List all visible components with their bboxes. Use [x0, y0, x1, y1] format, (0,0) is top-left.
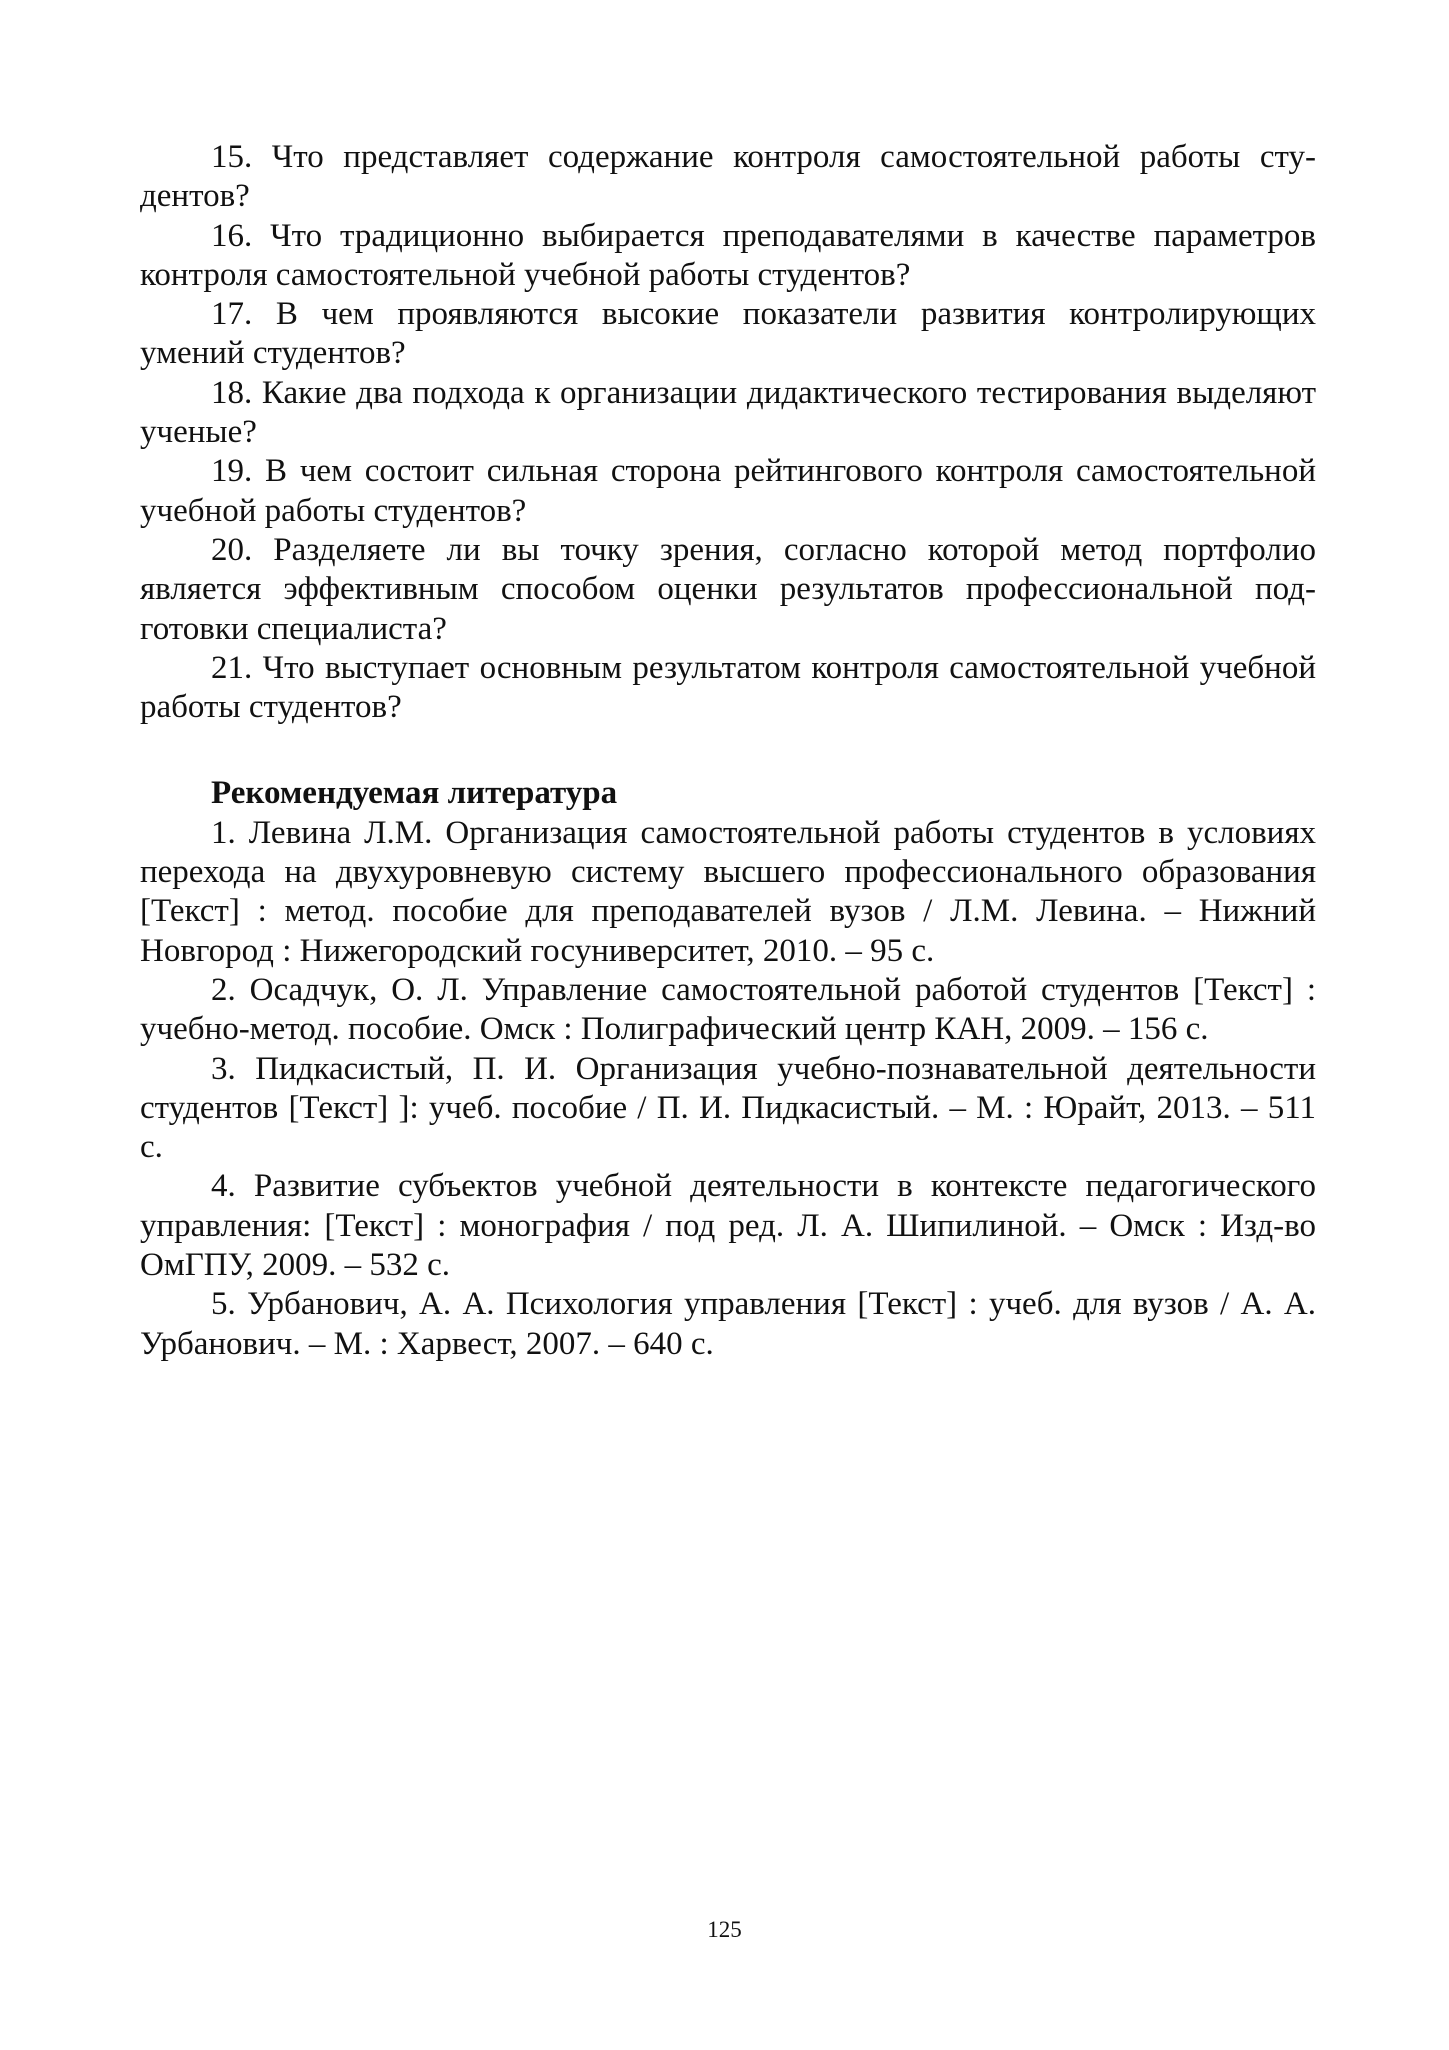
question-20: 20. Разделяете ли вы точку зрения, согласно которой метод портфолио является эффективным способом оценки результатов профессиональной подготовки специалиста? — [140, 531, 1316, 647]
page-content — [140, 138, 1316, 1364]
reference-item-5: 5. Урбанович, А. А. Психология управления [Текст] : учеб. для вузов / А. А. Урбанович. – М. : Харвест, 2007. – 640 с. — [140, 1286, 1316, 1362]
page-number: 125 — [707, 1917, 742, 1942]
question-17: 17. В чем проявляются высокие показатели развития контролирующих умений студентов? — [140, 296, 1316, 372]
question-15: 15. Что представляет содержание контроля самостоятельной работы студентов? — [140, 139, 1316, 215]
question-21: 21. Что выступает основным результатом контроля самостоятельной учебной работы студентов? — [140, 649, 1316, 726]
question-18: 18. Какие два подхода к организации дидактического тестирования выделяют ученые? — [140, 374, 1316, 451]
question-19: 19. В чем состоит сильная сторона рейтингового контроля самостоятельной учебной работы студентов? — [140, 453, 1316, 529]
review-questions — [140, 138, 1316, 727]
references-heading: Рекомендуемая литература — [211, 775, 618, 812]
reference-item-1: 1. Левина Л.М. Организация самостоятельной работы студентов в условиях перехода на двухуровневую систему высшего профессионального образования [Текст] : метод. пособие для преподавателей вузов / Л.М. Левина. – Нижний Новгород : Нижегородский госуниверситет, 2010. – 95 с. — [140, 814, 1316, 969]
reference-item-2: 2. Осадчук, О. Л. Управление самостоятельной работой студентов [Текст] : учебно-метод. пособие. Омск : Полиграфический центр КАН, 2009. – 156 с. — [140, 971, 1316, 1048]
reference-item-4: 4. Развитие субъектов учебной деятельности в контексте педагогического управления: [Текст] : монография / под ред. Л. А. Шипилиной. – Омск : Изд-во ОмГПУ, 2009. – 532 с. — [140, 1168, 1316, 1284]
question-16: 16. Что традиционно выбирается преподавателями в качестве параметров контроля самостоятельной учебной работы студентов? — [140, 217, 1316, 293]
references-section — [140, 774, 1316, 1363]
reference-item-3: 3. Пидкасистый, П. И. Организация учебно-познавательной деятельности студентов [Текст] ]: учеб. пособие / П. И. Пидкасистый. – М. : Юрайт, 2013. – 511 с. — [140, 1050, 1316, 1166]
